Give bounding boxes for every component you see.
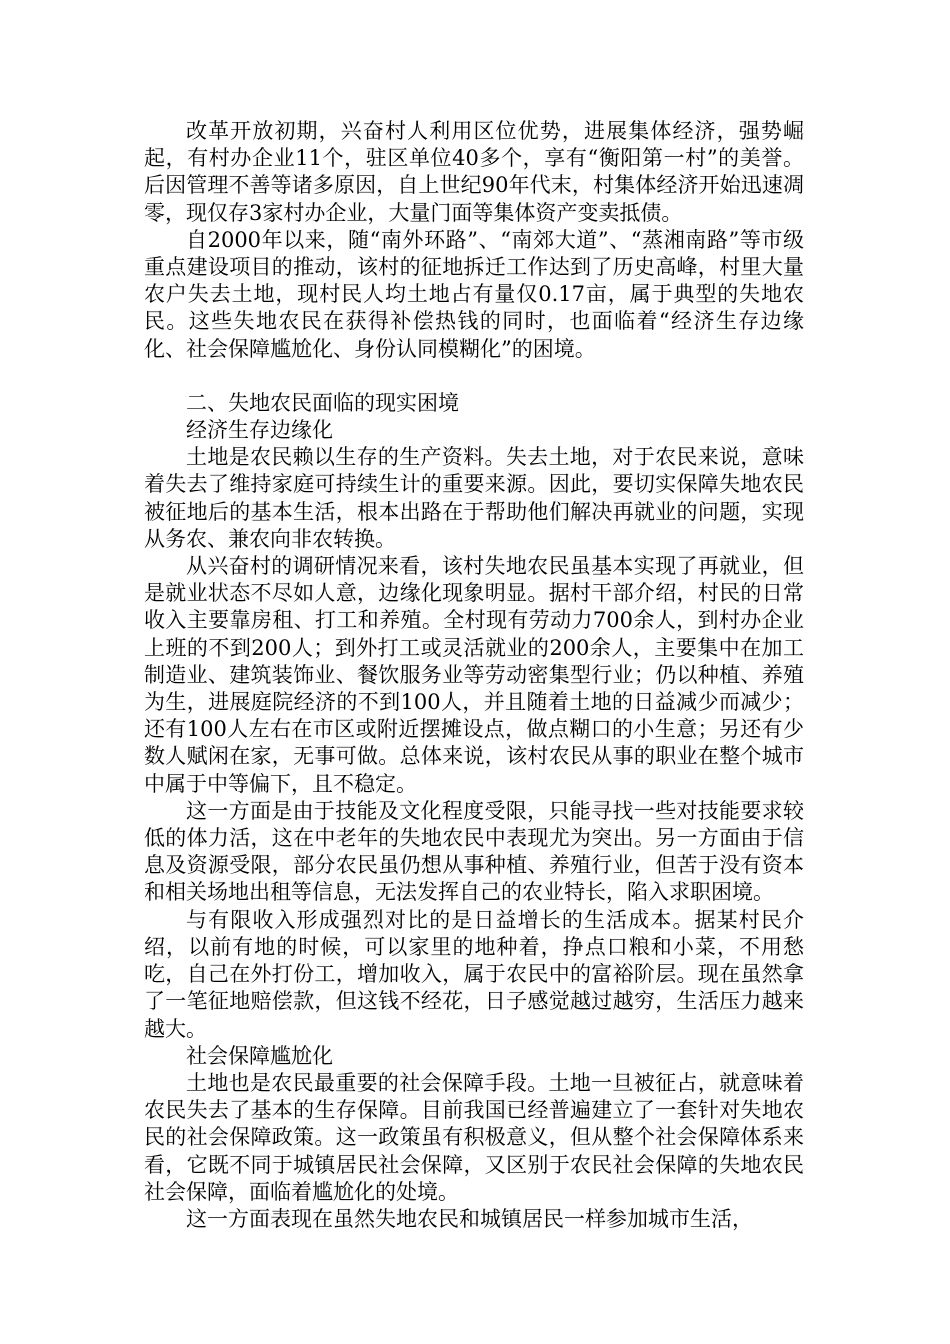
subheading-social: 社会保障尴尬化 (186, 1043, 333, 1068)
paragraph-economic-1: 土地是农民赖以生存的生产资料。失去土地，对于农民来说，意味着失去了维持家庭可持续生计的重要来源。因此，要切实保障失地农民被征地后的基本生活，根本出路在于帮助他们解决再就业的问题，实现从务农、兼农向非农转换。 (144, 445, 804, 551)
paragraph-economic-3: 这一方面是由于技能及文化程度受限，只能寻找一些对技能要求较低的体力活，这在中老年的失地农民中表现尤为突出。另一方面由于信息及资源受限，部分农民虽仍想从事种植、养殖行业，但苦于没有资本和相关场地出租等信息，无法发挥自己的农业特长，陷入求职困境。 (144, 798, 804, 905)
document-page (144, 118, 804, 1233)
paragraph-social-1: 土地也是农民最重要的社会保障手段。土地一旦被征占，就意味着农民失去了基本的生存保障。目前我国已经普遍建立了一套针对失地农民的社会保障政策。这一政策虽有积极意义，但从整个社会保障体系来看，它既不同于城镇居民社会保障，又区别于农民社会保障的失地农民社会保障，面临着尴尬化的处境。 (144, 1070, 804, 1204)
paragraph-intro-2: 自2000年以来，随“南外环路”、“南郊大道”、“蒸湘南路”等市级重点建设项目的推动，该村的征地拆迁工作达到了历史高峰，村里大量农户失去土地，现村民人均土地占有量仅0.17亩，属于典型的失地农民。这些失地农民在获得补偿热钱的同时，也面临着“经济生存边缘化、社会保障尴尬化、身份认同模糊化”的困境。 (144, 227, 804, 361)
paragraph-spacer (144, 363, 804, 390)
subheading-economic: 经济生存边缘化 (186, 418, 333, 443)
paragraph-economic-4: 与有限收入形成强烈对比的是日益增长的生活成本。据某村民介绍，以前有地的时候，可以家里的地种着，挣点口粮和小菜，不用愁吃，自己在外打份工，增加收入，属于农民中的富裕阶层。现在虽然拿了一笔征地赔偿款，但这钱不经花，日子感觉越过越穷，生活压力越来越大。 (144, 907, 804, 1041)
paragraph-social-2: 这一方面表现在虽然失地农民和城镇居民一样参加城市生活， (186, 1206, 753, 1231)
paragraph-intro-1: 改革开放初期，兴奋村人利用区位优势，进展集体经济，强势崛起，有村办企业11个，驻区单位40多个，享有“衡阳第一村”的美誉。后因管理不善等诸多原因，自上世纪90年代末，村集体经济开始迅速凋零，现仅存3家村办企业，大量门面等集体资产变卖抵债。 (144, 119, 804, 225)
paragraph-economic-2: 从兴奋村的调研情况来看，该村失地农民虽基本实现了再就业，但是就业状态不尽如人意，边缘化现象明显。据村干部介绍，村民的日常收入主要靠房租、打工和养殖。全村现有劳动力700余人，到村办企业上班的不到200人；到外打工或灵活就业的200余人，主要集中在加工制造业、建筑装饰业、餐饮服务业等劳动密集型行业；仍以种植、养殖为生，进展庭院经济的不到100人，并且随着土地的日益减少而减少；还有100人左右在市区或附近摆摊设点，做点糊口的小生意；另还有少数人赋闲在家，无事可做。总体来说，该村农民从事的职业在整个城市中属于中等偏下，且不稳定。 (144, 554, 804, 796)
section-heading: 二、失地农民面临的现实困境 (186, 390, 459, 415)
